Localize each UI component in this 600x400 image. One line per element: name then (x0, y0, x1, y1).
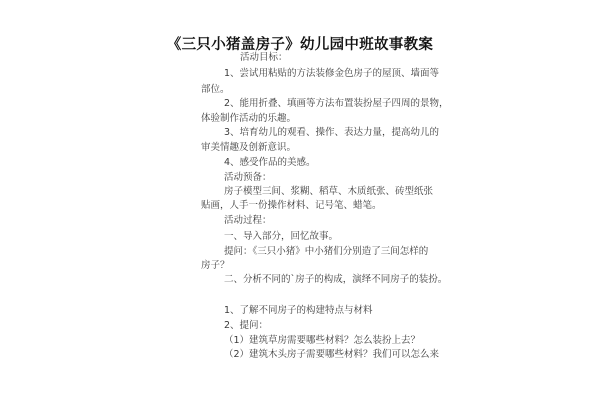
goal-3-line-1: 3、培育幼儿的观看、操作、表达力量，提高幼儿的 (224, 127, 440, 138)
goal-1-line-1: 1、尝试用粘贴的方法装修金色房子的屋顶、墙面等 (224, 68, 440, 79)
goal-1-line-2: 部位。 (201, 84, 230, 95)
preparation-line-1: 房子模型三间、浆糊、稻草、木质纸张、砖型纸张 (224, 186, 434, 197)
sub-step-2: 2、提问： (224, 320, 269, 331)
section-heading-goals: 活动目标： (240, 52, 288, 63)
sub-step-1: 1、了解不同房子的构建特点与材料 (224, 305, 373, 316)
goal-2-line-2: 体验制作活动的乐趣。 (201, 113, 297, 124)
question-line-2: 房子？ (201, 260, 230, 271)
goal-4-line: 4、感受作品的美感。 (224, 157, 316, 168)
goal-2-line-1: 2、能用折叠、填画等方法布置装扮屋子四周的景物， (224, 98, 449, 109)
preparation-line-2: 贴画，人手一份操作材料、记号笔、蜡笔。 (201, 200, 382, 211)
process-step-2: 二、分析不同的`房子的构成，演绎不同房子的装扮。 (224, 274, 448, 285)
section-heading-preparation: 活动预备： (224, 172, 272, 183)
section-heading-process: 活动过程： (224, 215, 272, 226)
sub-question-2: （2）建筑木头房子需要哪些材料？我们可以怎么来 (224, 349, 440, 360)
question-line-1: 提问：《三只小猪》中小猪们分别造了三间怎样的 (224, 246, 429, 257)
document-title: 《三只小猪盖房子》幼儿园中班故事教案 (166, 37, 434, 53)
goal-3-line-2: 审美情趣及创新意识。 (201, 142, 297, 153)
process-step-1: 一、导入部分，回忆故事。 (224, 231, 339, 242)
sub-question-1: （1）建筑草房需要哪些材料？怎么装扮上去？ (224, 335, 421, 346)
